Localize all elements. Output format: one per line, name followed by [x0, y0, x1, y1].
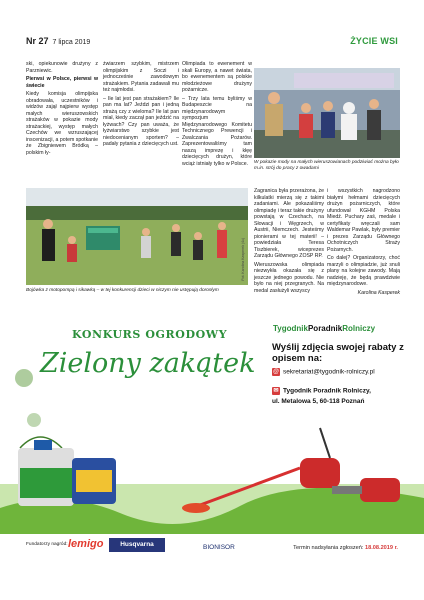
garden-contest-ad: [0, 308, 424, 600]
paragraph: Kiedy komisja olimpijska obradowała, uczestników i widzów zajął najpierw występ małych wieruszowskich strażaków w pokazie mody strażackiej, występ małych Czechów we wzruszającej inscenizacji, a potem spotkanie że Zbigniewem Bródką – polskim ły-: [26, 91, 98, 156]
sponsors-label: Fundatorzy nagród:: [26, 542, 68, 547]
paragraph: i wszystkich nagrodzono białymi hełmami dziecięcych drużyn pożarniczych, które ufundował KGHM Polska Miedź. Puchary zaś, medale i certyfikaty wręczali sam Waldemar Pawlak, były premier i prezes Zarządu Głównego Ochotniczych Straży Pożarnych.: [327, 188, 400, 253]
sponsor-logo-lemigo: lemigo: [68, 538, 104, 550]
contest-instructions: Wyślij zdjęcia swojej rabaty z opisem na:: [272, 342, 404, 364]
section-heading: Pierwsi w Polsce, pierwsi w świecie: [26, 76, 98, 89]
fertilizer-canister-icon: [72, 458, 116, 504]
submission-deadline: Termin nadsyłania zgłoszeń: 18.08.2019 r.: [293, 545, 398, 551]
article-column-4: [254, 188, 324, 296]
paragraph: Olimpiada to ewenement w skali Europy, a nawet świata, bo ewenementem są polskie młodzieżowe drużyny pożarnicze.: [182, 61, 252, 93]
paragraph: żwiarzem szybkim, mistrzem olimpijskim z Soczi i jednocześnie zawodowym strażakiem. Pytania zadawali mu też najmłodsi.: [103, 61, 179, 93]
contest-title: KONKURS OGRODOWY: [72, 328, 228, 341]
motor-pump-illustration: [26, 188, 248, 285]
photo-credit: Fot. Karolina Kasperek (4x): [241, 238, 245, 281]
motor-pump-photo: [26, 188, 248, 285]
paragraph: – Trzy lata temu byliśmy w Budapeszcie na międzynarodowym sympozjum Międzynarodowego Komitetu Technicznego Prewencji i Zwalczania Pożarów. Zaprezentowaliśmy tam naszą imprezę i kłęę dziecięcych drużyn, które wciąż istniały tylko w Polsce.: [182, 95, 252, 167]
contact-address: ✉ Tygodnik Poradnik Rolniczy,: [273, 387, 371, 395]
mail-envelope-icon: ✉: [273, 388, 279, 394]
article-column-5: [327, 188, 400, 298]
article-column-1: [26, 61, 98, 158]
contact-email[interactable]: @ sekretariat@tygodnik-rolniczy.pl: [272, 368, 375, 376]
paragraph: ski, opiekunowie drużyny z Parzniewic.: [26, 61, 98, 74]
paragraph: Zagranica była przerażona, że kilkulatki mierzą się z takimi zadaniami. Ale pokazaliśmy olimpiadę i teraz takie drużyny powstają w Czechach, na Słowacji i Węgrzech, w Austrii, Niemczech. Jesteśmy pionierami w tej materii! – powiedziała Teresa Tiszbierek, wiceprezes Zarządu Głównego ZOSP RP.: [254, 188, 324, 259]
fertilizer-bottle-icon: [18, 440, 74, 506]
paragraph: Wieruszowska olimpiada niezwykła okazała się z jeszcze jednego powodu. Nie było na niej przegranych. Na medal zasłużyli wszyscy: [254, 261, 324, 294]
article-column-3: [182, 61, 252, 169]
publication-brand: ŻYCIE WSI: [350, 36, 398, 46]
sponsor-logo-husqvarna: Husqvarna: [109, 538, 165, 552]
sponsor-logo-bionisor: BIONISOR: [203, 544, 235, 551]
brand-logo: TygodnikPoradnikRolniczy: [273, 324, 376, 333]
issue-number: Nr 27 7 lipca 2019: [26, 36, 91, 46]
email-icon: @: [272, 369, 280, 375]
fashion-show-photo: [254, 68, 400, 158]
author-signature: Karolina Kasperek: [357, 289, 400, 296]
page-header: [26, 36, 398, 50]
paragraph: – Ile lat jest pan strażakiem? Ile pan ma lat? Jeździ pan i jedną strażą czy z wieloma? Ile lat pan miał, kiedy zaczął pan jeździć na łyżwach? Czy pan uważa, że łyżwiarstwo szybkie jest niedocenianym sportem? – padały pytania z dziecięcych ust.: [103, 95, 179, 147]
article-column-2: [103, 61, 179, 150]
issue-date: 7 lipca 2019: [52, 39, 91, 46]
photo-caption: Bojówka z motopompą i sikawką – w tej konkurencji dzieci w niczym nie ustępują dorosłym: [26, 288, 219, 293]
fashion-show-illustration: [254, 68, 400, 158]
contact-street: ul. Metalowa 5, 60-118 Poznań: [272, 398, 365, 405]
contest-subtitle: Zielony zakątek: [40, 348, 256, 379]
photo-caption: W pokazie mody na małych wieruszowianach podziwiać można było m.in. strój do pracy z owadami: [254, 160, 399, 171]
paragraph: Co dalej? Organizatorzy, choć marzyli o olimpiadzie, już snuli plany na kolejne zawody. Mają nadzieję, że będą prawdziwie międzynarodowe.: [327, 255, 400, 287]
